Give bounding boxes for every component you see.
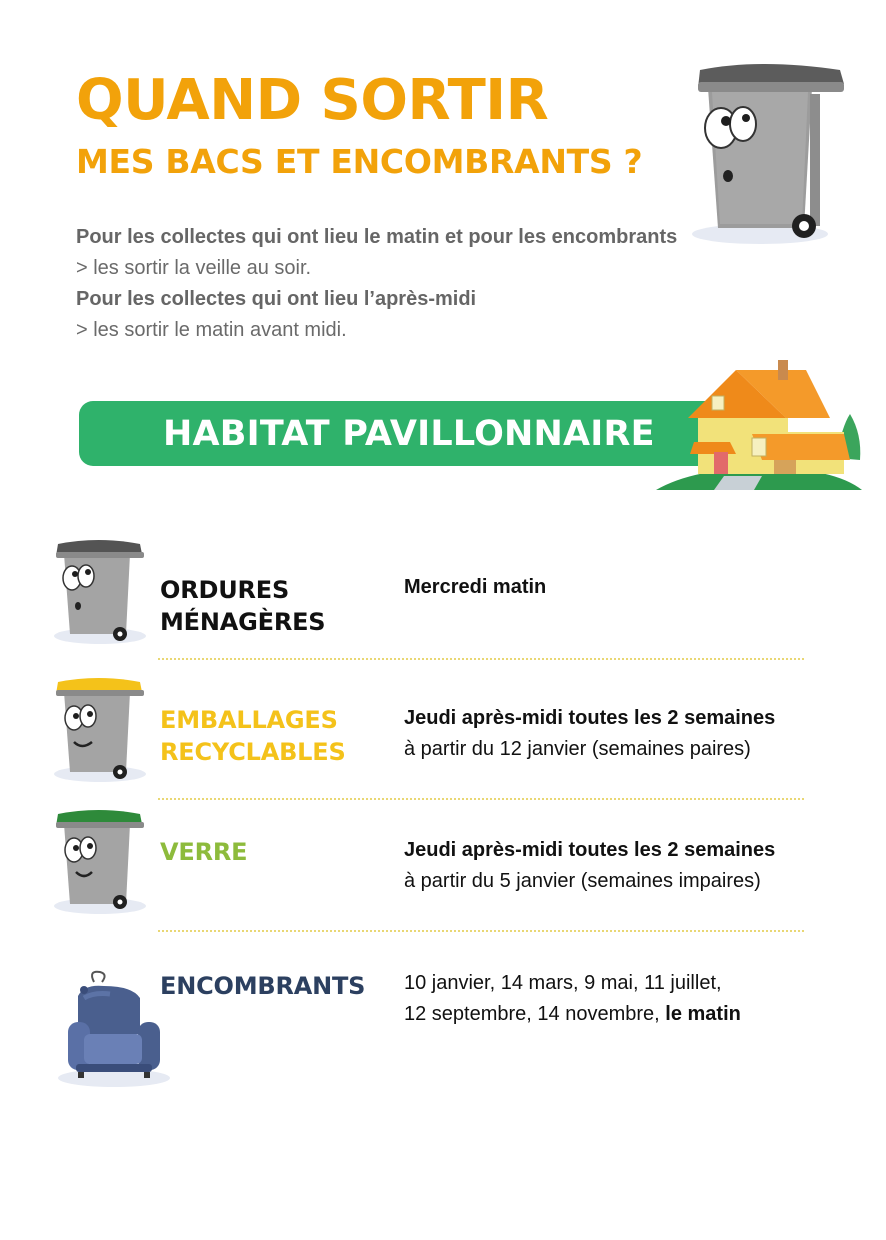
row-schedule-emballages: Jeudi après-midi toutes les 2 semaines à partir du 12 janvier (semaines paires) — [404, 707, 776, 760]
grey-bin-icon — [50, 534, 160, 646]
divider — [158, 930, 804, 932]
intro-afternoon-rule: Pour les collectes qui ont lieu l’après-midi — [76, 288, 477, 310]
green-bin-icon — [50, 804, 160, 916]
yellow-bin-icon — [50, 672, 160, 784]
page-title: QUAND SORTIR — [76, 68, 549, 133]
page-subtitle: MES BACS ET ENCOMBRANTS ? — [76, 142, 643, 181]
house-icon — [654, 356, 864, 496]
bin-mascot-icon — [690, 58, 850, 248]
intro-morning-instruction: > les sortir la veille au soir. — [76, 257, 312, 279]
divider — [158, 658, 804, 660]
row-schedule-ordures: Mercredi matin — [404, 576, 547, 598]
section-banner — [79, 401, 719, 466]
row-label-verre: VERRE — [160, 838, 248, 866]
row-label-emballages: EMBALLAGES RECYCLABLES — [160, 706, 346, 766]
section-banner-label: HABITAT PAVILLONNAIRE — [163, 414, 655, 454]
intro-afternoon-instruction: > les sortir le matin avant midi. — [76, 319, 347, 341]
row-label-encombrants: ENCOMBRANTS — [160, 972, 366, 1000]
row-schedule-verre: Jeudi après-midi toutes les 2 semaines à partir du 5 janvier (semaines impaires) — [404, 839, 776, 892]
intro-morning-rule: Pour les collectes qui ont lieu le matin et pour les encombrants — [76, 226, 678, 248]
divider — [158, 798, 804, 800]
intro-text — [76, 222, 716, 346]
row-schedule-encombrants: 10 janvier, 14 mars, 9 mai, 11 juillet, 12 septembre, 14 novembre, le matin — [404, 972, 741, 1025]
row-label-ordures: ORDURES MÉNAGÈRES — [160, 576, 326, 636]
armchair-icon — [54, 968, 174, 1094]
